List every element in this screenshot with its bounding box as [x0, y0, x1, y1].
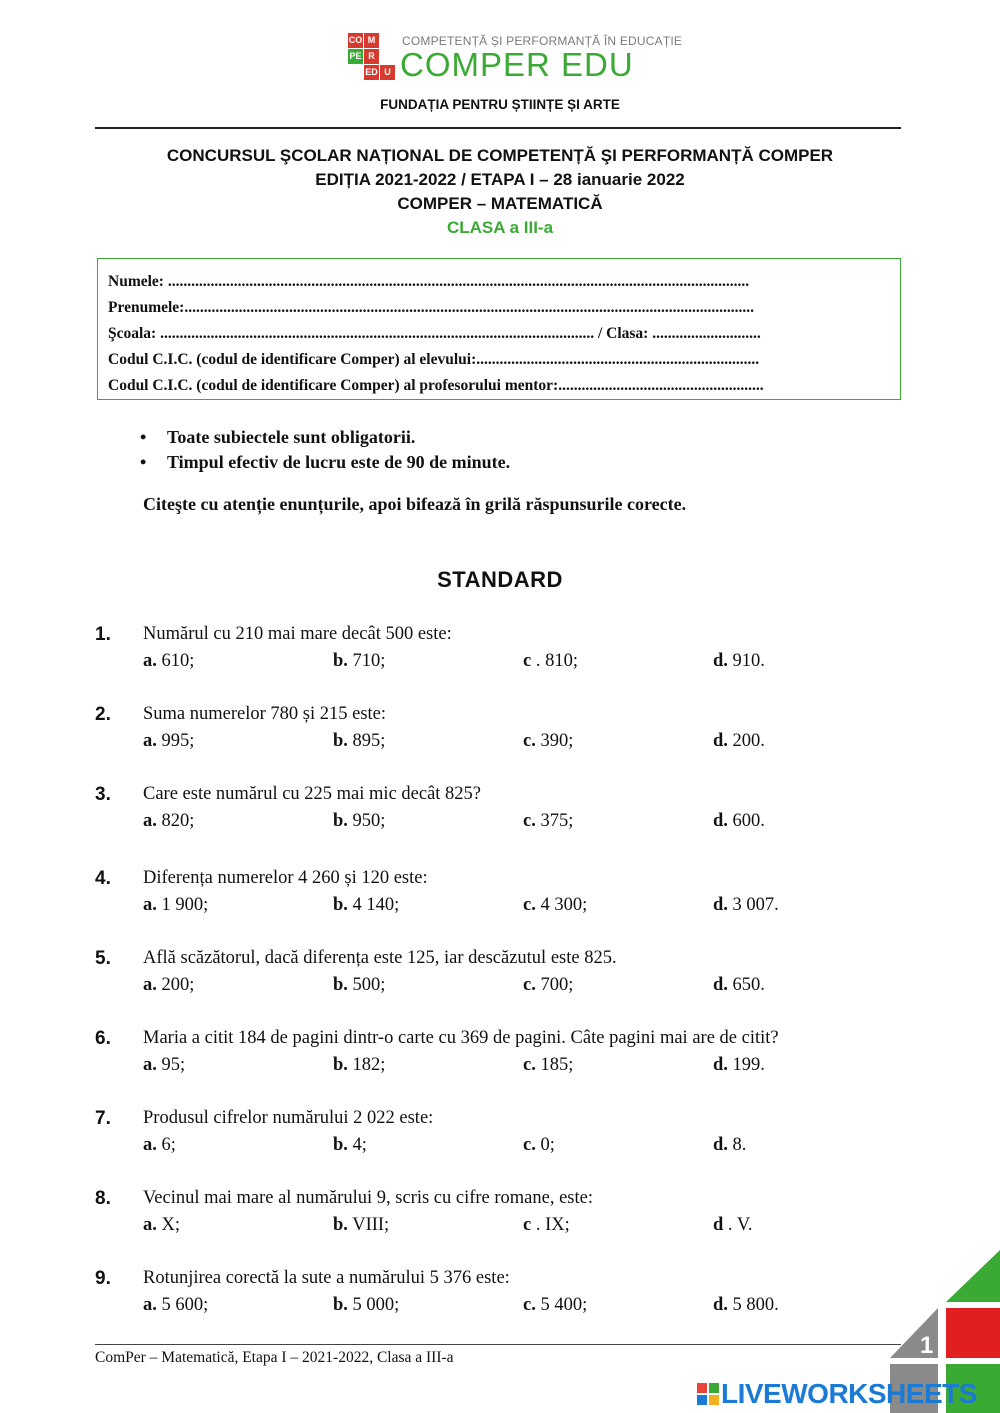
answer-option[interactable] — [523, 731, 573, 752]
option-letter: b. — [333, 731, 348, 751]
option-letter: a. — [143, 1215, 157, 1235]
answer-option[interactable] — [523, 1135, 555, 1156]
option-letter: b. — [333, 1215, 348, 1235]
answer-option[interactable] — [143, 1135, 176, 1156]
option-value: X; — [161, 1215, 180, 1235]
question-text: Numărul cu 210 mai mare decât 500 este: — [143, 624, 452, 644]
option-letter: d. — [713, 895, 728, 915]
question-text: Rotunjirea corectă la sute a numărului 5 376 este: — [143, 1268, 510, 1288]
option-value: 5 800. — [732, 1295, 779, 1315]
answer-option[interactable] — [713, 1215, 752, 1236]
option-value: 500; — [352, 975, 386, 995]
option-letter: c. — [523, 811, 536, 831]
option-letter: b. — [333, 811, 348, 831]
option-value: 200; — [161, 975, 195, 995]
option-value: 1 900; — [161, 895, 209, 915]
rule-item: • Toate subiectele sunt obligatorii. — [140, 425, 510, 450]
school-class-field[interactable]: Şcoala: ................................................................................................................ / Clasa: ............................ — [108, 325, 761, 342]
option-letter: d. — [713, 1295, 728, 1315]
option-letter: b. — [333, 895, 348, 915]
option-value: 182; — [352, 1055, 386, 1075]
answer-option[interactable] — [333, 731, 385, 752]
option-value: 200. — [732, 731, 765, 751]
option-value: . 810; — [535, 651, 578, 671]
logo-tagline: COMPETENȚĂ ȘI PERFORMANȚĂ ÎN EDUCAȚIE — [402, 34, 683, 48]
option-value: 650. — [732, 975, 765, 995]
option-letter: b. — [333, 975, 348, 995]
section-title: STANDARD — [437, 567, 563, 592]
bullet-icon: • — [140, 452, 147, 472]
option-letter: a. — [143, 651, 157, 671]
answer-option[interactable] — [523, 651, 578, 672]
option-value: 390; — [540, 731, 574, 751]
logo-cell: PE — [348, 49, 363, 64]
identification-box — [97, 258, 901, 400]
rules-list — [140, 425, 510, 475]
option-letter: a. — [143, 731, 157, 751]
option-value: 5 600; — [161, 1295, 209, 1315]
answer-option[interactable] — [523, 1215, 570, 1236]
option-letter: a. — [143, 811, 157, 831]
footer-text: ComPer – Matematică, Etapa I – 2021-2022, Clasa a III-a — [95, 1349, 454, 1366]
option-letter: d. — [713, 811, 728, 831]
grade-line: CLASA a III-a — [446, 218, 554, 237]
question-number: 3. — [95, 784, 111, 805]
question-number: 9. — [95, 1268, 111, 1289]
answer-option[interactable] — [713, 1055, 765, 1076]
option-value: 95; — [161, 1055, 186, 1075]
option-value: 8. — [732, 1135, 747, 1155]
option-letter: c. — [523, 975, 536, 995]
option-letter: b. — [333, 1055, 348, 1075]
comper-logo — [348, 33, 683, 85]
option-value: 0; — [540, 1135, 555, 1155]
answer-option[interactable] — [713, 731, 765, 752]
logo-cell — [380, 33, 395, 48]
option-value: 4 140; — [352, 895, 400, 915]
answer-option[interactable] — [333, 975, 385, 996]
answer-option[interactable] — [523, 975, 573, 996]
answer-option[interactable] — [523, 811, 573, 832]
option-letter: b. — [333, 1135, 348, 1155]
contest-title: CONCURSUL ŞCOLAR NAȚIONAL DE COMPETENȚĂ ŞI PERFORMANȚĂ COMPER — [166, 146, 834, 165]
answer-option[interactable] — [523, 1055, 573, 1076]
question-text: Află scăzătorul, dacă diferența este 125, iar descăzutul este 825. — [143, 948, 617, 968]
page-number: 1 — [920, 1332, 934, 1359]
option-value: 5 400; — [540, 1295, 588, 1315]
option-value: 700; — [540, 975, 574, 995]
option-letter: b. — [333, 651, 348, 671]
first-name-field[interactable]: Prenumele:................................................................................................................................................... — [108, 299, 754, 316]
option-value: 600. — [732, 811, 765, 831]
option-letter: a. — [143, 1135, 157, 1155]
option-value: 6; — [161, 1135, 176, 1155]
name-field[interactable]: Numele: ...................................................................................................................................................... — [108, 273, 750, 290]
option-letter: c. — [523, 1055, 536, 1075]
option-letter: d. — [713, 1055, 728, 1075]
option-value: . IX; — [535, 1215, 570, 1235]
header-divider — [95, 127, 901, 129]
question-text: Care este numărul cu 225 mai mic decât 825? — [143, 784, 482, 804]
subject-line: COMPER – MATEMATICĂ — [397, 194, 603, 213]
option-value: 820; — [161, 811, 195, 831]
answer-option[interactable] — [713, 1295, 779, 1316]
logo-grid — [348, 33, 394, 81]
answer-option[interactable] — [143, 975, 194, 996]
option-value: 895; — [352, 731, 386, 751]
answer-option[interactable] — [143, 895, 208, 916]
answer-option[interactable] — [713, 651, 765, 672]
option-letter: c — [523, 1215, 532, 1235]
option-value: 4 300; — [540, 895, 588, 915]
logo-cell — [348, 65, 363, 80]
option-letter: c. — [523, 1295, 536, 1315]
answer-option[interactable] — [523, 1295, 587, 1316]
option-letter: c. — [523, 895, 536, 915]
option-letter: c. — [523, 731, 536, 751]
footer-divider — [95, 1344, 901, 1345]
bullet-icon: • — [140, 427, 147, 447]
option-value: 610; — [161, 651, 195, 671]
logo-cell — [380, 49, 395, 64]
instruction-text: Citeşte cu atenție enunțurile, apoi bifează în grilă răspunsurile corecte. — [143, 494, 687, 514]
answer-option[interactable] — [143, 731, 194, 752]
question-number: 6. — [95, 1028, 111, 1049]
answer-option[interactable] — [143, 1215, 180, 1236]
answer-option[interactable] — [143, 1295, 208, 1316]
option-letter: b. — [333, 1295, 348, 1315]
option-value: VIII; — [352, 1215, 390, 1235]
option-letter: d. — [713, 731, 728, 751]
answer-option[interactable] — [713, 1135, 746, 1156]
teacher-code-field[interactable]: Codul C.I.C. (codul de identificare Comper) al profesorului mentor:..................................................... — [108, 377, 764, 394]
option-letter: a. — [143, 1055, 157, 1075]
answer-option[interactable] — [143, 811, 194, 832]
option-value: 910. — [732, 651, 765, 671]
logo-cell: U — [380, 65, 395, 80]
logo-name: COMPER EDU — [400, 46, 634, 83]
answer-option[interactable] — [333, 1135, 367, 1156]
option-letter: a. — [143, 1295, 157, 1315]
question-number: 4. — [95, 868, 111, 889]
answer-option[interactable] — [143, 651, 194, 672]
logo-cell: M — [364, 33, 379, 48]
option-letter: d. — [713, 975, 728, 995]
liveworksheets-logo-icon — [697, 1383, 719, 1405]
option-value: 950; — [352, 811, 386, 831]
question-text: Vecinul mai mare al numărului 9, scris cu cifre romane, este: — [143, 1188, 593, 1208]
answer-option[interactable] — [523, 895, 587, 916]
question-number: 1. — [95, 624, 111, 645]
question-number: 5. — [95, 948, 111, 969]
logo-cell: CO — [348, 33, 363, 48]
answer-option[interactable] — [333, 895, 399, 916]
question-text: Diferența numerelor 4 260 și 120 este: — [143, 868, 428, 888]
option-value: 710; — [352, 651, 386, 671]
edition-line: EDIȚIA 2021-2022 / ETAPA I – 28 ianuarie 2022 — [315, 170, 685, 189]
option-value: 5 000; — [352, 1295, 400, 1315]
question-text: Maria a citit 184 de pagini dintr-o carte cu 369 de pagini. Câte pagini mai are de citit? — [143, 1028, 779, 1048]
answer-option[interactable] — [333, 1055, 385, 1076]
option-value: 3 007. — [732, 895, 779, 915]
question-number: 2. — [95, 704, 111, 725]
option-value: 995; — [161, 731, 195, 751]
foundation-name: FUNDAȚIA PENTRU ȘTIINȚE ȘI ARTE — [380, 97, 620, 112]
answer-option[interactable] — [713, 895, 779, 916]
option-letter: a. — [143, 975, 157, 995]
logo-cell: R — [364, 49, 379, 64]
option-value: . V. — [727, 1215, 753, 1235]
option-letter: d. — [713, 1135, 728, 1155]
option-value: 199. — [732, 1055, 765, 1075]
option-letter: a. — [143, 895, 157, 915]
answer-option[interactable] — [333, 811, 385, 832]
answer-option[interactable] — [333, 1295, 399, 1316]
question-number: 8. — [95, 1188, 111, 1209]
option-value: 4; — [352, 1135, 367, 1155]
option-letter: d. — [713, 651, 728, 671]
answer-option[interactable] — [333, 1215, 389, 1236]
logo-cell: ED — [364, 65, 379, 80]
question-text: Suma numerelor 780 și 215 este: — [143, 704, 387, 724]
option-letter: c. — [523, 1135, 536, 1155]
question-number: 7. — [95, 1108, 111, 1129]
option-value: 375; — [540, 811, 574, 831]
option-letter: c — [523, 651, 532, 671]
student-code-field[interactable]: Codul C.I.C. (codul de identificare Comper) al elevului:......................................................................... — [108, 351, 760, 368]
rule-item: • Timpul efectiv de lucru este de 90 de minute. — [140, 450, 510, 475]
answer-option[interactable] — [713, 975, 765, 996]
option-letter: d — [713, 1215, 724, 1235]
question-text: Produsul cifrelor numărului 2 022 este: — [143, 1108, 434, 1128]
answer-option[interactable] — [143, 1055, 185, 1076]
liveworksheets-watermark: LIVEWORKSHEETS — [697, 1378, 977, 1410]
option-value: 185; — [540, 1055, 574, 1075]
answer-option[interactable] — [713, 811, 765, 832]
answer-option[interactable] — [333, 651, 385, 672]
